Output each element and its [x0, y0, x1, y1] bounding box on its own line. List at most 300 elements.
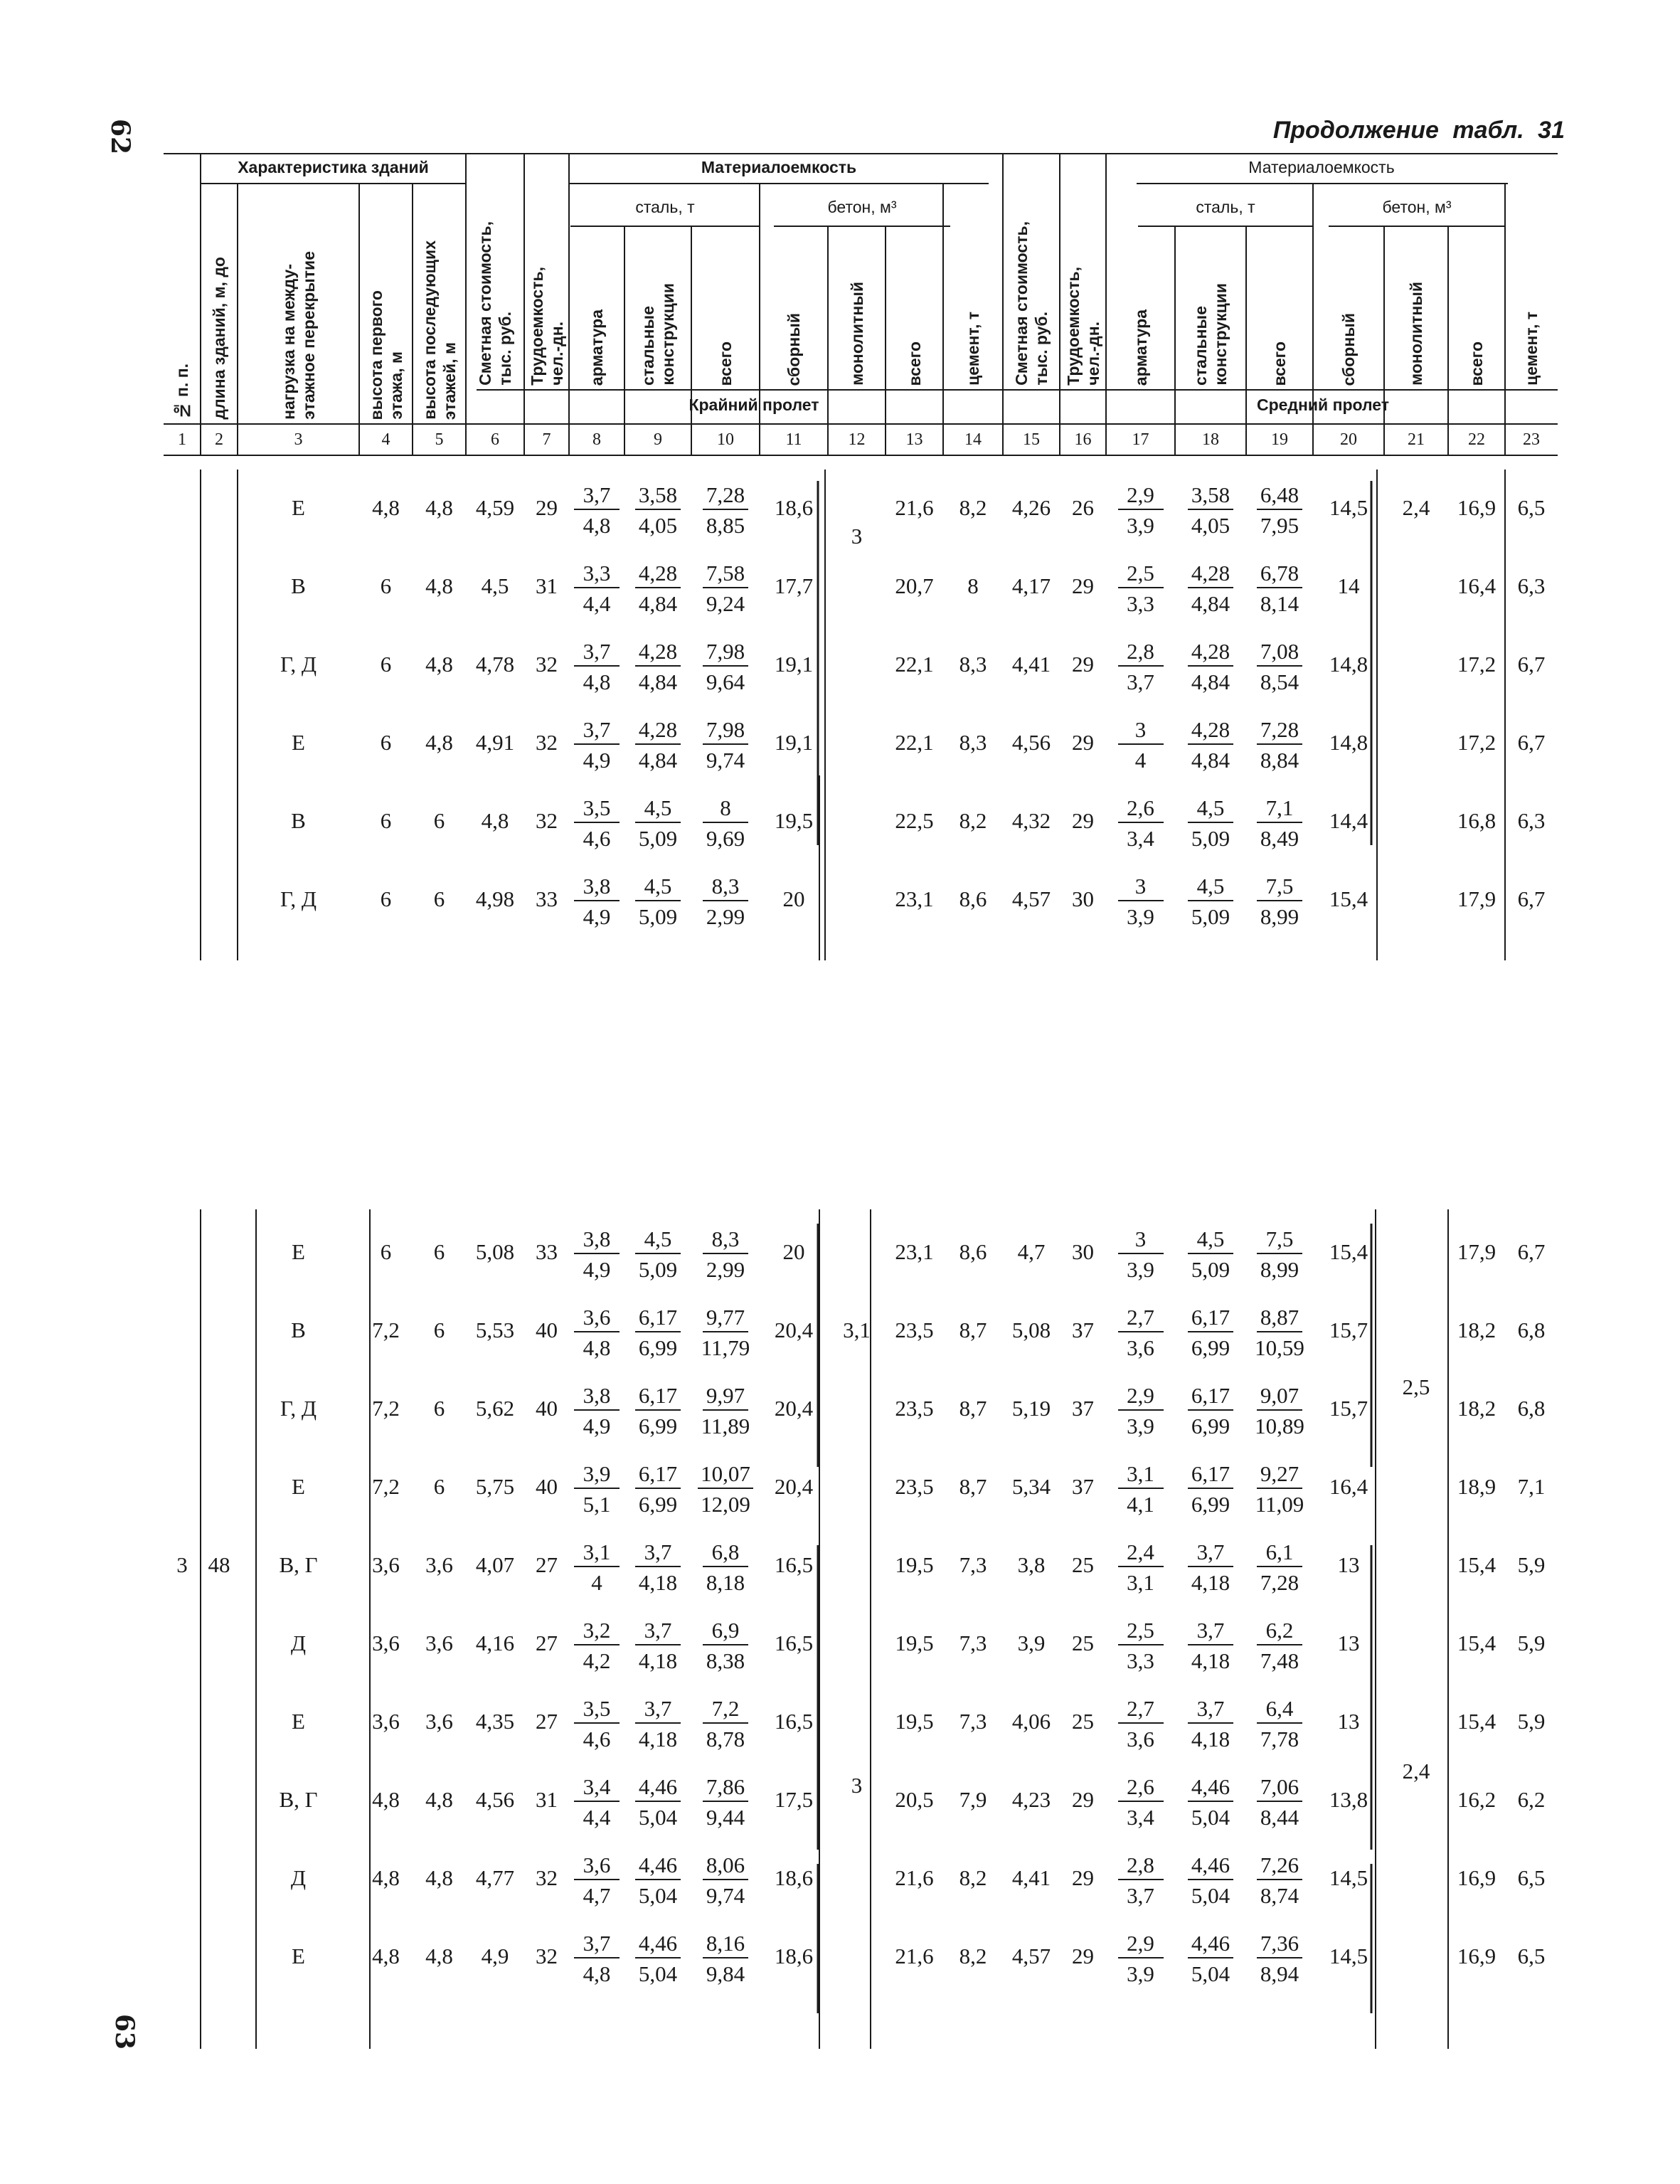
frac-rebar-middle-numerator: 2,6: [1118, 797, 1164, 823]
col-header-5-line-1: высота последующих: [420, 240, 439, 420]
col-header-19-text: всего: [1270, 341, 1289, 386]
frac-rebar-middle-denominator: 3,3: [1127, 591, 1154, 616]
cell-next-floors-height: 6: [433, 1396, 445, 1421]
frac-rebar-middle-denominator: 3,6: [1127, 1335, 1154, 1360]
cell-labor-middle: 30: [1072, 1239, 1094, 1264]
frac-steel-total-middle-denominator: 8,74: [1260, 1883, 1299, 1908]
cell-first-floor-height: 4,8: [372, 1865, 400, 1890]
cell-cement-middle: 6,3: [1517, 573, 1546, 598]
frac-steel-total-middle: [1246, 1306, 1313, 1359]
frac-rebar-extreme-denominator: 4,9: [583, 748, 611, 773]
frac-steel-structures-middle: [1175, 1384, 1246, 1437]
cell-labor-middle: 37: [1072, 1318, 1094, 1342]
cell-first-floor-height: 6: [380, 652, 392, 677]
column-number-8: 8: [592, 430, 601, 449]
frac-steel-structures-middle-numerator: 4,5: [1188, 797, 1233, 823]
frac-steel-structures-extreme-denominator: 4,18: [638, 1570, 678, 1595]
col-header-20-text: сборный: [1339, 312, 1358, 386]
cell-labor-middle: 29: [1072, 573, 1094, 598]
frac-steel-structures-middle-denominator: 5,04: [1191, 1805, 1230, 1830]
frac-rebar-middle: [1106, 719, 1175, 771]
cell-cost-extreme: 4,56: [475, 1787, 515, 1812]
frac-steel-structures-extreme-numerator: 4,28: [635, 562, 681, 588]
frac-steel-structures-extreme: [624, 875, 691, 928]
cell-prefab-extreme: 16,5: [774, 1709, 814, 1734]
frac-steel-structures-extreme-denominator: 5,09: [638, 904, 678, 929]
cell-load: В: [291, 573, 306, 598]
cell-next-floors-height: 4,8: [425, 495, 453, 520]
frac-steel-structures-extreme-denominator: 4,18: [638, 1648, 678, 1673]
frac-steel-total-extreme-numerator: 6,9: [703, 1619, 748, 1645]
frac-steel-total-middle-denominator: 7,78: [1260, 1727, 1299, 1751]
cell-load: В, Г: [279, 1552, 318, 1577]
frac-steel-structures-middle-numerator: 4,28: [1188, 719, 1233, 745]
frac-steel-structures-extreme: [624, 1306, 691, 1359]
frac-rebar-extreme-denominator: 4,2: [583, 1648, 611, 1673]
frac-steel-structures-extreme: [624, 1932, 691, 1985]
cell-concrete-total-extreme: 23,5: [895, 1318, 934, 1342]
cell-load: Е: [292, 1239, 305, 1264]
cell-monolithic-extreme-merged: 3: [851, 524, 863, 548]
column-number-7: 7: [542, 430, 551, 449]
frac-steel-structures-middle-numerator: 4,5: [1188, 1228, 1233, 1254]
heading-table-number: 31: [1538, 117, 1565, 144]
cell-cement-extreme: 7,9: [959, 1787, 987, 1812]
cell-cement-extreme: 8,2: [959, 495, 987, 520]
frac-steel-structures-middle-numerator: 3,58: [1188, 484, 1233, 510]
frac-steel-total-middle-numerator: 7,5: [1257, 875, 1302, 901]
frac-steel-structures-extreme: [624, 562, 691, 615]
frac-rebar-extreme-numerator: 3,8: [574, 1384, 620, 1411]
col-header-6-line-1: Сметная стоимость,: [476, 221, 494, 386]
col-header-1-text: № п. п.: [173, 363, 191, 420]
frac-steel-structures-extreme-denominator: 4,84: [638, 591, 678, 616]
frac-steel-structures-extreme-denominator: 5,04: [638, 1961, 678, 1986]
frac-steel-structures-extreme-numerator: 4,46: [635, 1776, 681, 1802]
frac-steel-total-extreme-numerator: 10,07: [698, 1463, 753, 1489]
cell-labor-middle: 37: [1072, 1396, 1094, 1421]
cell-load: Д: [290, 1865, 307, 1890]
cell-load: Е: [292, 495, 305, 520]
cell-next-floors-height: 4,8: [425, 1944, 453, 1968]
frac-steel-total-middle: [1246, 1463, 1313, 1515]
frac-steel-total-extreme-denominator: 9,69: [706, 826, 745, 851]
frac-steel-structures-extreme: [624, 1697, 691, 1750]
cell-labor-middle: 29: [1072, 1944, 1094, 1968]
cell-next-floors-height: 4,8: [425, 730, 453, 755]
cell-concrete-total-extreme: 22,1: [895, 652, 934, 677]
frac-rebar-extreme-numerator: 3,5: [574, 797, 620, 823]
frac-steel-structures-extreme: [624, 1619, 691, 1672]
frac-steel-structures-middle: [1175, 875, 1246, 928]
column-number-13: 13: [905, 430, 923, 449]
column-number-11: 11: [785, 430, 802, 449]
col-header-16-line-1: Трудоемкость,: [1063, 267, 1083, 386]
cell-cost-middle: 4,23: [1011, 1787, 1051, 1812]
col-header-7-line-1: Трудоемкость,: [527, 267, 546, 386]
cell-next-floors-height: 6: [433, 1474, 445, 1499]
cell-cement-middle: 6,2: [1517, 1787, 1546, 1812]
frac-rebar-middle-numerator: 2,8: [1118, 1854, 1164, 1880]
cell-first-floor-height: 4,8: [372, 495, 400, 520]
frac-rebar-middle: [1106, 562, 1175, 615]
cell-cost-extreme: 4,98: [475, 886, 515, 911]
cell-prefab-middle: 15,4: [1329, 1239, 1368, 1264]
frac-steel-structures-middle: [1175, 484, 1246, 536]
frac-rebar-extreme-numerator: 3,7: [574, 719, 620, 745]
cell-load: В: [291, 1318, 306, 1342]
cell-labor-extreme: 40: [536, 1396, 558, 1421]
cell-labor-middle: 25: [1072, 1631, 1094, 1655]
cell-next-floors-height: 4,8: [425, 1865, 453, 1890]
cell-cement-extreme: 7,3: [959, 1552, 987, 1577]
cell-first-floor-height: 4,8: [372, 1787, 400, 1812]
cell-next-floors-height: 4,8: [425, 1787, 453, 1812]
cell-cost-middle: 4,17: [1011, 573, 1051, 598]
frac-rebar-extreme-numerator: 3,6: [574, 1306, 620, 1332]
cell-labor-middle: 26: [1072, 495, 1094, 520]
cell-concrete-total-middle: 17,2: [1457, 730, 1496, 755]
frac-steel-total-extreme-numerator: 7,58: [703, 562, 748, 588]
frac-steel-total-middle-denominator: 8,99: [1260, 1257, 1299, 1282]
frac-rebar-middle: [1106, 1776, 1175, 1828]
cell-first-floor-height: 3,6: [372, 1631, 400, 1655]
frac-rebar-middle: [1106, 1932, 1175, 1985]
frac-steel-structures-middle: [1175, 1541, 1246, 1594]
frac-steel-total-middle-denominator: 7,95: [1260, 513, 1299, 538]
frac-steel-total-extreme-denominator: 8,78: [706, 1727, 745, 1751]
frac-steel-structures-extreme-denominator: 6,99: [638, 1335, 678, 1360]
frac-steel-structures-middle: [1175, 1776, 1246, 1828]
cell-concrete-total-extreme: 23,5: [895, 1474, 934, 1499]
cell-labor-extreme: 32: [536, 730, 558, 755]
cell-prefab-extreme: 18,6: [774, 1865, 814, 1890]
frac-steel-total-middle-denominator: 8,94: [1260, 1961, 1299, 1986]
subgroup-concrete-middle: бетон, м³: [1382, 198, 1452, 216]
column-number-12: 12: [848, 430, 866, 449]
frac-steel-total-middle-numerator: 7,36: [1257, 1932, 1302, 1958]
col-header-21-text: монолитный: [1407, 282, 1425, 386]
frac-steel-total-middle-numerator: 7,06: [1257, 1776, 1302, 1802]
frac-rebar-extreme-numerator: 3,3: [574, 562, 620, 588]
frac-rebar-extreme: [569, 484, 624, 536]
frac-steel-structures-extreme: [624, 797, 691, 849]
cell-cement-middle: 5,9: [1517, 1709, 1546, 1734]
frac-rebar-extreme-numerator: 3,7: [574, 484, 620, 510]
frac-steel-total-extreme: [691, 1776, 760, 1828]
cell-length-merged: 48: [208, 1552, 230, 1577]
frac-steel-structures-extreme-numerator: 3,58: [635, 484, 681, 510]
cell-concrete-total-middle: 17,9: [1457, 1239, 1496, 1264]
cell-next-floors-height: 3,6: [425, 1709, 453, 1734]
column-number-5: 5: [435, 430, 444, 449]
frac-steel-structures-extreme-denominator: 5,04: [638, 1883, 678, 1908]
column-number-6: 6: [491, 430, 499, 449]
frac-steel-total-extreme-denominator: 9,84: [706, 1961, 745, 1986]
frac-steel-total-extreme-denominator: 11,79: [701, 1335, 750, 1360]
cell-concrete-total-middle: 15,4: [1457, 1552, 1496, 1577]
frac-rebar-middle: [1106, 1463, 1175, 1515]
cell-concrete-total-extreme: 19,5: [895, 1631, 934, 1655]
frac-rebar-middle-numerator: 2,6: [1118, 1776, 1164, 1802]
cell-first-floor-height: 6: [380, 1239, 392, 1264]
cell-prefab-middle: 15,4: [1329, 886, 1368, 911]
cell-cement-extreme: 8,6: [959, 886, 987, 911]
cell-cost-middle: 4,32: [1011, 808, 1051, 833]
frac-steel-structures-extreme-numerator: 4,28: [635, 640, 681, 667]
frac-steel-total-extreme-numerator: 9,77: [703, 1306, 748, 1332]
span-label-middle: Средний пролет: [1256, 396, 1390, 414]
cell-labor-middle: 29: [1072, 1787, 1094, 1812]
page-number-bottom: 63: [110, 2013, 140, 2050]
frac-steel-total-middle-denominator: 8,14: [1260, 591, 1299, 616]
col-header-8-text: арматура: [588, 309, 606, 386]
col-header-4-line-2: этажа, м: [386, 351, 405, 420]
cell-first-floor-height: 3,6: [372, 1709, 400, 1734]
col-header-17-text: арматура: [1131, 309, 1150, 386]
col-header-15-line-1: Сметная стоимость,: [1012, 221, 1031, 386]
frac-steel-total-extreme-numerator: 8: [703, 797, 748, 823]
frac-rebar-extreme: [569, 1697, 624, 1750]
cell-cost-middle: 4,56: [1011, 730, 1051, 755]
column-number-3: 3: [294, 430, 303, 449]
col-header-7-line-2: чел.-дн.: [547, 322, 566, 386]
frac-rebar-middle: [1106, 1619, 1175, 1672]
heading-prefix: Продолжение: [1272, 117, 1439, 144]
frac-steel-structures-extreme-denominator: 6,99: [638, 1492, 678, 1517]
cell-labor-middle: 29: [1072, 652, 1094, 677]
frac-steel-total-extreme: [691, 1384, 760, 1437]
cell-labor-extreme: 32: [536, 652, 558, 677]
cell-row-number-merged: 3: [176, 1552, 188, 1577]
cell-next-floors-height: 3,6: [425, 1631, 453, 1655]
frac-steel-structures-extreme: [624, 484, 691, 536]
col-header-18-line-2: конструкции: [1211, 283, 1230, 386]
frac-steel-structures-extreme: [624, 1541, 691, 1594]
cell-next-floors-height: 4,8: [425, 573, 453, 598]
cell-cost-extreme: 4,59: [475, 495, 515, 520]
cell-concrete-total-middle: 16,9: [1457, 495, 1496, 520]
page-number-top: 62: [105, 118, 136, 155]
cell-concrete-total-extreme: 21,6: [895, 1944, 934, 1968]
cell-prefab-middle: 13: [1337, 1709, 1360, 1734]
frac-steel-total-extreme-denominator: 2,99: [706, 1257, 745, 1282]
frac-steel-structures-middle: [1175, 1463, 1246, 1515]
cell-monolithic-middle-lower: 2,4: [1402, 1759, 1430, 1783]
frac-steel-total-middle-numerator: 7,08: [1257, 640, 1302, 667]
frac-rebar-extreme-denominator: 4,9: [583, 1414, 611, 1438]
column-number-4: 4: [381, 430, 390, 449]
frac-steel-total-extreme: [691, 640, 760, 693]
cell-concrete-total-middle: 15,4: [1457, 1709, 1496, 1734]
cell-concrete-total-extreme: 22,1: [895, 730, 934, 755]
cell-prefab-extreme: 20,4: [774, 1396, 814, 1421]
cell-prefab-extreme: 18,6: [774, 1944, 814, 1968]
frac-rebar-extreme: [569, 797, 624, 849]
frac-steel-structures-middle: [1175, 719, 1246, 771]
frac-steel-structures-extreme-numerator: 4,5: [635, 1228, 681, 1254]
cell-prefab-extreme: 19,5: [774, 808, 814, 833]
col-header-2-text: длина зданий, м, до: [210, 257, 228, 420]
cell-concrete-total-middle: 17,9: [1457, 886, 1496, 911]
cell-prefab-extreme: 20,4: [774, 1474, 814, 1499]
frac-steel-structures-extreme-denominator: 4,18: [638, 1727, 678, 1751]
cell-prefab-middle: 15,7: [1329, 1318, 1368, 1342]
frac-steel-structures-middle-numerator: 4,46: [1188, 1854, 1233, 1880]
frac-rebar-extreme-numerator: 3,8: [574, 875, 620, 901]
cell-next-floors-height: 6: [433, 886, 445, 911]
span-label-extreme: Крайний пролет: [689, 396, 819, 414]
cell-prefab-extreme: 19,1: [774, 652, 814, 677]
frac-rebar-middle-denominator: 3,9: [1127, 1961, 1154, 1986]
frac-rebar-middle-numerator: 2,9: [1118, 484, 1164, 510]
cell-prefab-middle: 14,5: [1329, 1944, 1368, 1968]
cell-cost-extreme: 4,77: [475, 1865, 515, 1890]
frac-rebar-extreme: [569, 1384, 624, 1437]
cell-first-floor-height: 7,2: [372, 1474, 400, 1499]
frac-rebar-middle-numerator: 3: [1118, 1228, 1164, 1254]
cell-load: Е: [292, 1709, 305, 1734]
frac-steel-structures-extreme-numerator: 3,7: [635, 1541, 681, 1567]
frac-steel-total-extreme: [691, 1619, 760, 1672]
col-header-16-line-2: чел.-дн.: [1083, 322, 1102, 386]
frac-rebar-middle-denominator: 3,6: [1127, 1727, 1154, 1751]
cell-cost-middle: 3,8: [1017, 1552, 1046, 1577]
cell-cement-extreme: 7,3: [959, 1709, 987, 1734]
frac-rebar-middle: [1106, 1854, 1175, 1907]
frac-steel-structures-middle-numerator: 6,17: [1188, 1384, 1233, 1411]
frac-steel-structures-extreme-numerator: 4,46: [635, 1854, 681, 1880]
frac-steel-structures-extreme-numerator: 4,28: [635, 719, 681, 745]
cell-cost-extreme: 4,5: [481, 573, 509, 598]
cell-cost-middle: 3,9: [1017, 1631, 1046, 1655]
frac-rebar-extreme: [569, 1619, 624, 1672]
frac-steel-structures-middle-numerator: 3,7: [1188, 1697, 1233, 1724]
frac-steel-total-middle: [1246, 1384, 1313, 1437]
frac-steel-total-extreme-numerator: 7,98: [703, 719, 748, 745]
cell-prefab-extreme: 20,4: [774, 1318, 814, 1342]
cell-cement-middle: 6,3: [1517, 808, 1546, 833]
frac-steel-total-extreme-numerator: 9,97: [703, 1384, 748, 1411]
frac-rebar-extreme-denominator: 4,8: [583, 669, 611, 694]
cell-load: Е: [292, 730, 305, 755]
column-number-20: 20: [1340, 430, 1357, 449]
frac-steel-structures-middle-denominator: 4,18: [1191, 1648, 1230, 1673]
cell-cost-extreme: 4,16: [475, 1631, 515, 1655]
frac-steel-structures-middle-denominator: 6,99: [1191, 1414, 1230, 1438]
cell-cement-middle: 6,5: [1517, 1865, 1546, 1890]
frac-steel-structures-extreme-denominator: 6,99: [638, 1414, 678, 1438]
col-header-5-line-2: этажей, м: [440, 341, 459, 420]
cell-prefab-middle: 13: [1337, 1552, 1360, 1577]
frac-steel-structures-extreme-numerator: 3,7: [635, 1697, 681, 1724]
cell-cost-extreme: 4,91: [475, 730, 515, 755]
frac-steel-total-extreme-denominator: 9,44: [706, 1805, 745, 1830]
cell-labor-extreme: 33: [536, 1239, 558, 1264]
cell-next-floors-height: 4,8: [425, 652, 453, 677]
frac-steel-structures-middle: [1175, 1932, 1246, 1985]
cell-prefab-extreme: 17,5: [774, 1787, 814, 1812]
frac-steel-total-middle-denominator: 7,28: [1260, 1570, 1299, 1595]
frac-steel-total-middle: [1246, 875, 1313, 928]
cell-labor-extreme: 27: [536, 1631, 558, 1655]
cell-cement-middle: 6,8: [1517, 1318, 1546, 1342]
frac-steel-total-extreme-numerator: 7,2: [703, 1697, 748, 1724]
cell-prefab-extreme: 16,5: [774, 1631, 814, 1655]
frac-steel-structures-middle-numerator: 3,7: [1188, 1541, 1233, 1567]
frac-rebar-middle-numerator: 3: [1118, 719, 1164, 745]
cell-labor-extreme: 27: [536, 1709, 558, 1734]
col-header-22-text: всего: [1467, 341, 1486, 386]
cell-labor-middle: 29: [1072, 730, 1094, 755]
cell-cost-middle: 4,06: [1011, 1709, 1051, 1734]
frac-steel-total-extreme-numerator: 8,3: [703, 875, 748, 901]
frac-steel-structures-middle: [1175, 1619, 1246, 1672]
cell-prefab-middle: 13,8: [1329, 1787, 1368, 1812]
frac-rebar-extreme-denominator: 4,8: [583, 1335, 611, 1360]
frac-steel-structures-middle-numerator: 3,7: [1188, 1619, 1233, 1645]
cell-first-floor-height: 3,6: [372, 1552, 400, 1577]
frac-rebar-middle: [1106, 797, 1175, 849]
frac-rebar-extreme-denominator: 4,7: [583, 1883, 611, 1908]
frac-steel-total-middle-numerator: 7,5: [1257, 1228, 1302, 1254]
frac-rebar-middle-numerator: 2,5: [1118, 562, 1164, 588]
frac-rebar-middle: [1106, 1697, 1175, 1750]
frac-steel-structures-middle: [1175, 562, 1246, 615]
frac-steel-total-extreme-denominator: 8,85: [706, 513, 745, 538]
frac-steel-structures-middle-numerator: 6,17: [1188, 1306, 1233, 1332]
cell-cost-middle: 5,34: [1011, 1474, 1051, 1499]
cell-labor-extreme: 33: [536, 886, 558, 911]
frac-steel-total-middle-denominator: 8,99: [1260, 904, 1299, 929]
frac-steel-structures-middle-denominator: 4,05: [1191, 513, 1230, 538]
frac-steel-structures-middle-numerator: 4,28: [1188, 640, 1233, 667]
cell-next-floors-height: 6: [433, 808, 445, 833]
cell-labor-extreme: 32: [536, 808, 558, 833]
cell-cost-middle: 4,26: [1011, 495, 1051, 520]
frac-steel-total-extreme-denominator: 12,09: [701, 1492, 750, 1517]
frac-rebar-middle: [1106, 640, 1175, 693]
cell-labor-extreme: 40: [536, 1474, 558, 1499]
frac-rebar-extreme-numerator: 3,7: [574, 640, 620, 667]
frac-rebar-middle-denominator: 3,3: [1127, 1648, 1154, 1673]
cell-load: Г, Д: [280, 652, 317, 677]
frac-steel-structures-middle-numerator: 4,46: [1188, 1776, 1233, 1802]
cell-prefab-extreme: 19,1: [774, 730, 814, 755]
frac-rebar-middle-denominator: 3,4: [1127, 826, 1154, 851]
frac-steel-total-middle-numerator: 7,28: [1257, 719, 1302, 745]
cell-load: Е: [292, 1474, 305, 1499]
cell-monolithic-extreme-upper: 3,1: [843, 1318, 871, 1342]
cell-labor-extreme: 29: [536, 495, 558, 520]
group-header-materials-extreme: Материалоемкость: [701, 158, 857, 176]
cell-prefab-middle: 15,7: [1329, 1396, 1368, 1421]
frac-steel-total-extreme: [691, 1541, 760, 1594]
frac-steel-structures-extreme-numerator: 6,17: [635, 1463, 681, 1489]
cell-cement-middle: 6,7: [1517, 1239, 1546, 1264]
cell-concrete-total-extreme: 20,7: [895, 573, 934, 598]
frac-steel-total-extreme: [691, 1932, 760, 1985]
col-header-3-line-2: этажное перекрытие: [299, 251, 318, 420]
cell-prefab-extreme: 20: [782, 886, 805, 911]
cell-prefab-middle: 14,4: [1329, 808, 1368, 833]
cell-first-floor-height: 6: [380, 808, 392, 833]
frac-rebar-extreme-numerator: 3,9: [574, 1463, 620, 1489]
column-number-23: 23: [1523, 430, 1540, 449]
cell-concrete-total-middle: 17,2: [1457, 652, 1496, 677]
cell-labor-middle: 25: [1072, 1709, 1094, 1734]
frac-steel-structures-extreme: [624, 1463, 691, 1515]
